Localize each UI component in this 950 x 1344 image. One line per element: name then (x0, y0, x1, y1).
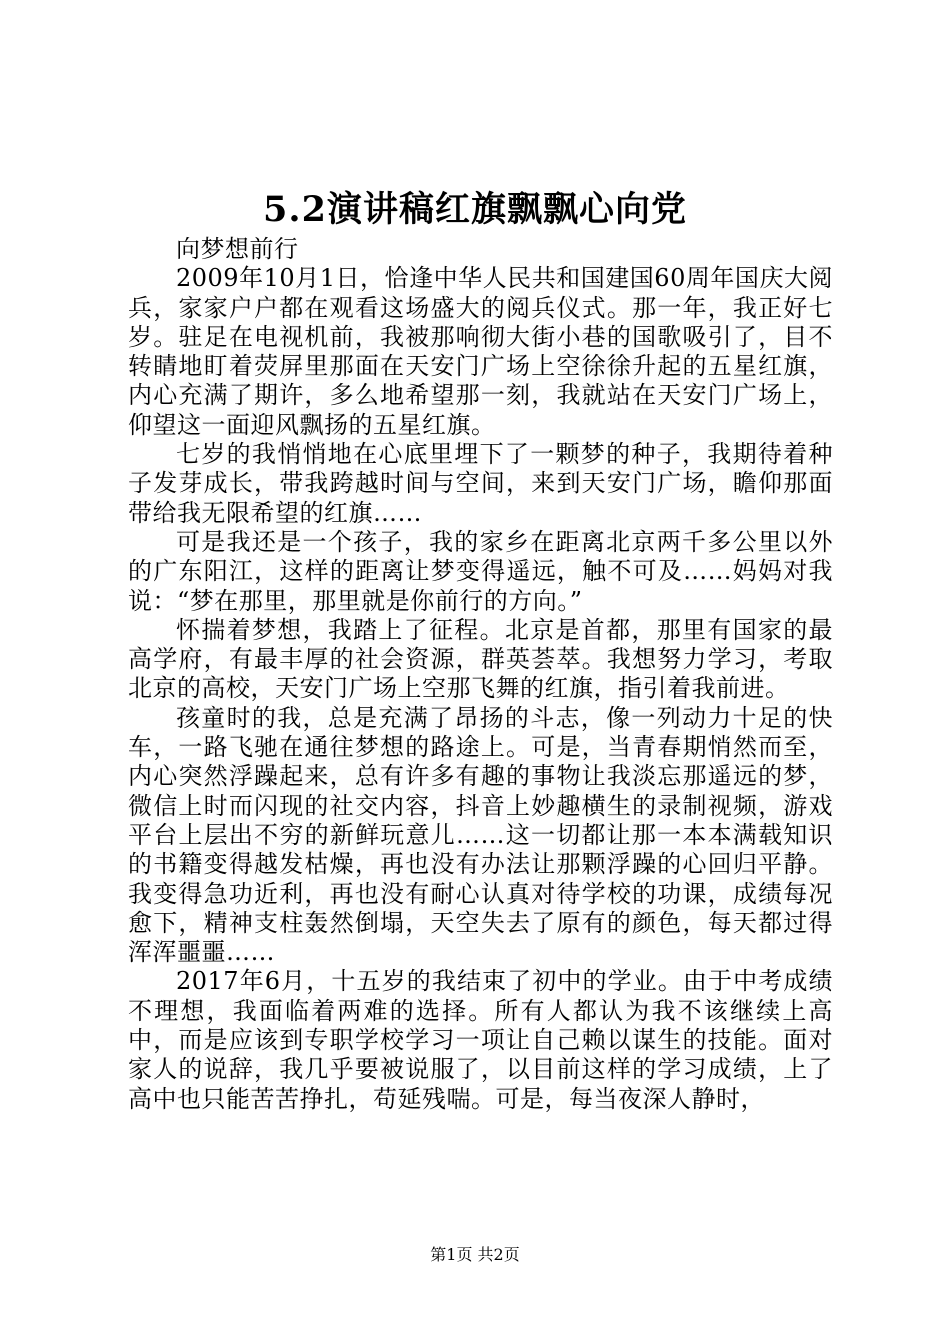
paragraph: 2009年10月1日，恰逢中华人民共和国建国60周年国庆大阅兵，家家户户都在观看这场盛大的阅兵仪式。那一年，我正好七岁。驻足在电视机前，我被那响彻大街小巷的国歌吸引了，目不转睛地盯着荧屏里那面在天安门广场上空徐徐升起的五星红旗，内心充满了期许，多么地希望那一刻，我就站在天安门广场上，仰望这一面迎风飘扬的五星红旗。 (128, 264, 833, 439)
document-body (128, 235, 833, 1114)
document-title: 5.2演讲稿红旗飘飘心向党 (263, 189, 687, 230)
paragraph-heading: 向梦想前行 (176, 235, 299, 263)
paragraph: 可是我还是一个孩子，我的家乡在距离北京两千多公里以外的广东阳江，这样的距离让梦变得遥远，触不可及……妈妈对我说：“梦在那里，那里就是你前行的方向。” (128, 527, 833, 615)
paragraph: 怀揣着梦想，我踏上了征程。北京是首都，那里有国家的最高学府，有最丰厚的社会资源，群英荟萃。我想努力学习，考取北京的高校，天安门广场上空那飞舞的红旗，指引着我前进。 (128, 615, 833, 703)
paragraph: 孩童时的我，总是充满了昂扬的斗志，像一列动力十足的快车，一路飞驰在通往梦想的路途上。可是，当青春期悄然而至，内心突然浮躁起来，总有许多有趣的事物让我淡忘那遥远的梦，微信上时而闪现的社交内容，抖音上妙趣横生的录制视频，游戏平台上层出不穷的新鲜玩意儿……这一切都让那一本本满载知识的书籍变得越发枯燥，再也没有办法让那颗浮躁的心回归平静。我变得急功近利，再也没有耐心认真对待学校的功课，成绩每况愈下，精神支柱轰然倒塌，天空失去了原有的颜色，每天都过得浑浑噩噩…… (128, 703, 833, 967)
paragraph: 七岁的我悄悄地在心底里埋下了一颗梦的种子，我期待着种子发芽成长，带我跨越时间与空间，来到天安门广场，瞻仰那面带给我无限希望的红旗…… (128, 440, 833, 527)
page-number-footer: 第1页 共2页 (430, 1245, 520, 1264)
paragraph: 2017年6月，十五岁的我结束了初中的学业。由于中考成绩不理想，我面临着两难的选择。所有人都认为我不该继续上高中，而是应该到专职学校学习一项让自己赖以谋生的技能。面对家人的说辞，我几乎要被说服了，以目前这样的学习成绩，上了高中也只能苦苦挣扎，苟延残喘。可是，每当夜深人静时， (128, 967, 833, 1113)
